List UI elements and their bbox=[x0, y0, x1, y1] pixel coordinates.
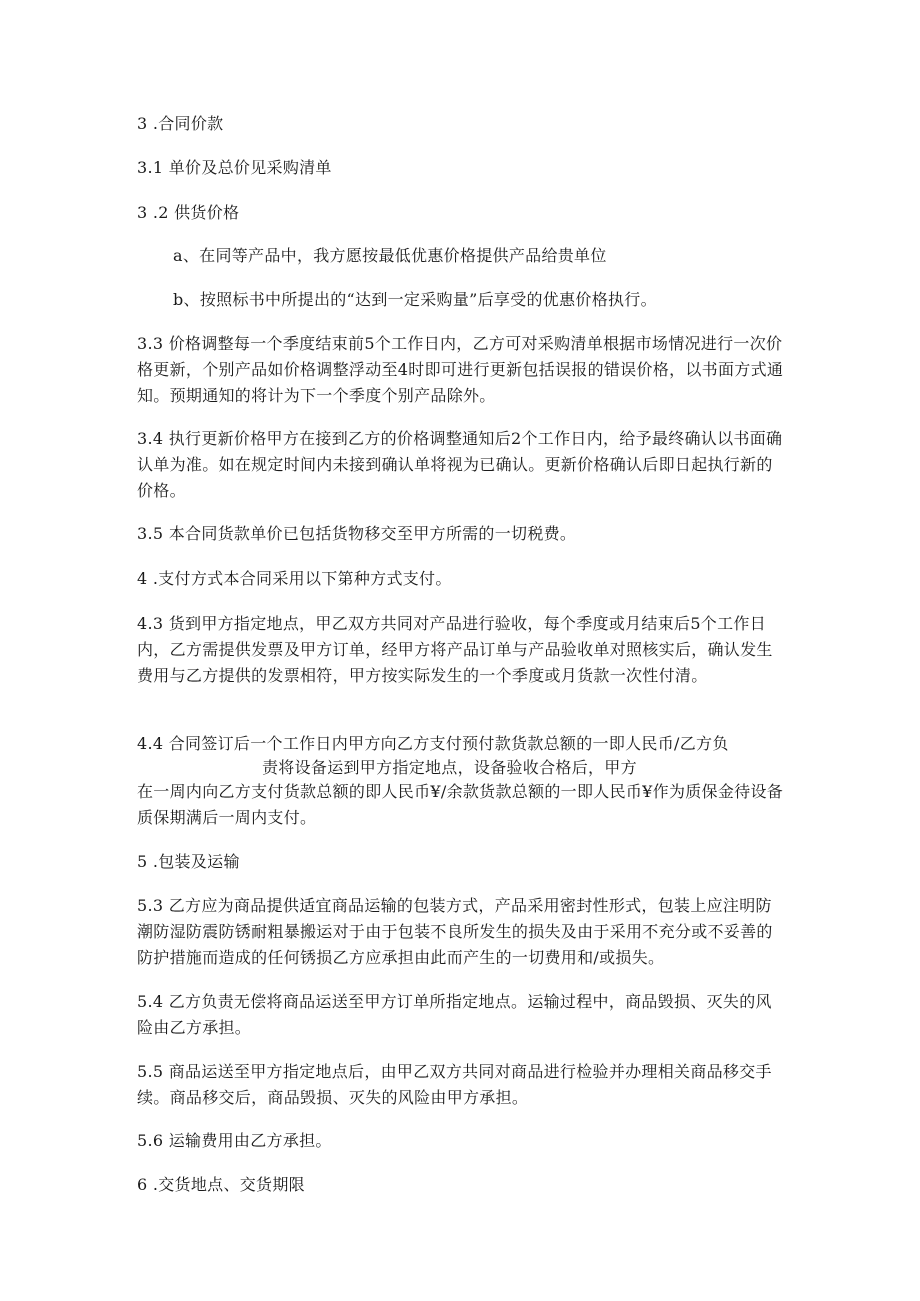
clause-5-3: 5.3 乙方应为商品提供适宜商品运输的包装方式，产品采用密封性形式，包装上应注明防潮防湿防震防锈耐粗暴搬运对于由于包装不良所发生的损失及由于采用不充分或不妥善的防护措施而造成的任何锈损乙方应承担由此而产生的一切费用和/或损失。 bbox=[137, 896, 773, 967]
clause-5-4: 5.4 乙方负责无偿将商品运送至甲方订单所指定地点。运输过程中，商品毁损、灭失的风险由乙方承担。 bbox=[137, 992, 772, 1037]
clause-3-3: 3.3 价格调整每一个季度结束前5个工作日内，乙方可对采购清单根据市场情况进行一次价格更新，个别产品如价格调整浮动至4时即可进行更新包括误报的错误价格，以书面方式通知。预期通知的将计为下一个季度个别产品除外。 bbox=[137, 334, 784, 405]
clause-4-4-line-3: 在一周内向乙方支付货款总额的即人民币¥/余款货款总额的一即人民币¥作为质保金待设备质保期满后一周内支付。 bbox=[137, 782, 784, 827]
clause-3-1: 3.1 单价及总价见采购清单 bbox=[137, 158, 332, 177]
clause-3-2-heading: 3 .2 供货价格 bbox=[137, 203, 240, 222]
clause-4-4-line-2: 责将设备运到甲方指定地点，设备验收合格后，甲方 bbox=[262, 758, 637, 777]
clause-3-5: 3.5 本合同货款单价已包括货物移交至甲方所需的一切税费。 bbox=[137, 524, 577, 543]
clause-3-4: 3.4 执行更新价格甲方在接到乙方的价格调整通知后2个工作日内，给予最终确认以书面确认单为准。如在规定时间内未接到确认单将视为已确认。更新价格确认后即日起执行新的价格。 bbox=[137, 429, 783, 500]
section-heading-payment: 4 .支付方式本合同采用以下第种方式支付。 bbox=[137, 569, 452, 588]
section-heading-contract-price: 3 .合同价款 bbox=[137, 114, 224, 133]
section-heading-packaging: 5 .包装及运输 bbox=[137, 852, 240, 871]
clause-3-2-item-a: a、在同等产品中，我方愿按最低优惠价格提供产品给贵单位 bbox=[173, 246, 607, 265]
section-heading-delivery: 6 .交货地点、交货期限 bbox=[137, 1175, 305, 1194]
clause-5-5: 5.5 商品运送至甲方指定地点后，由甲乙双方共同对商品进行检验并办理相关商品移交手续。商品移交后，商品毁损、灭失的风险由甲方承担。 bbox=[137, 1062, 772, 1107]
clause-3-2-item-b: b、按照标书中所提出的“达到一定采购量”后享受的优惠价格执行。 bbox=[173, 290, 657, 309]
clause-5-6: 5.6 运输费用由乙方承担。 bbox=[137, 1131, 332, 1150]
clause-4-3: 4.3 货到甲方指定地点，甲乙双方共同对产品进行验收，每个季度或月结束后5个工作日内，乙方需提供发票及甲方订单，经甲方将产品订单与产品验收单对照核实后，确认发生费用与乙方提供的发票相符，甲方按实际发生的一个季度或月货款一次性付清。 bbox=[137, 614, 773, 685]
clause-4-4-line-1: 4.4 合同签订后一个工作日内甲方向乙方支付预付款货款总额的一即人民币/乙方负 bbox=[137, 734, 729, 753]
